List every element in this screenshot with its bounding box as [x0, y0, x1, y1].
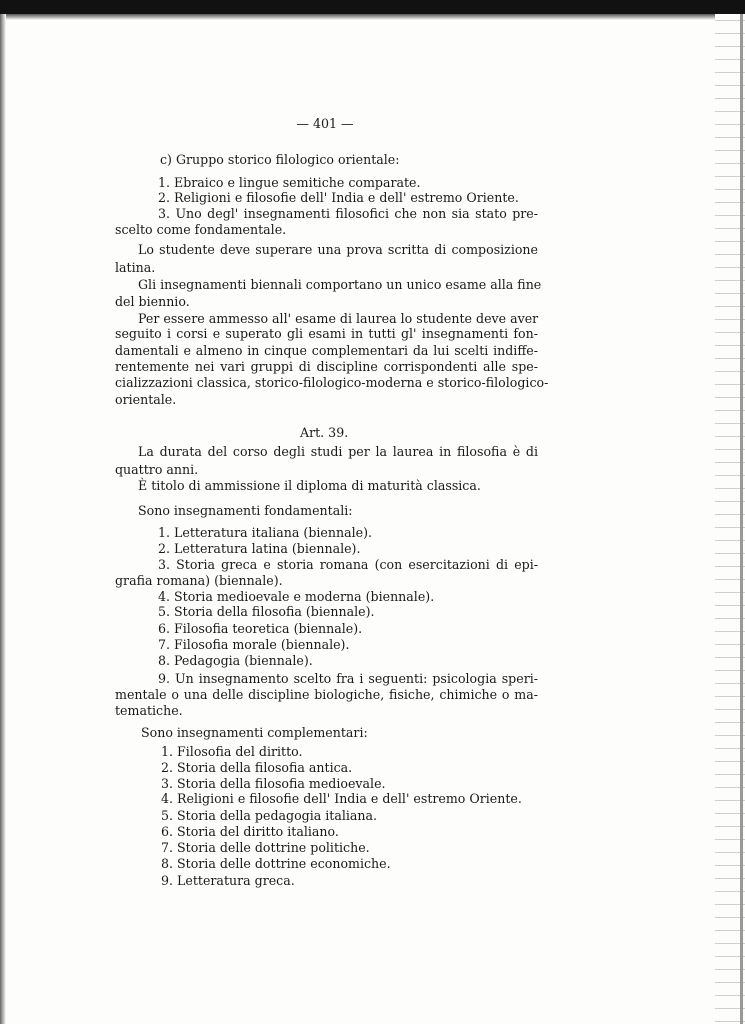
page-number: — 401 — [296, 116, 354, 131]
paragraph-line: quattro anni. [115, 462, 199, 477]
list-item: 1. Letteratura italiana (biennale). [158, 525, 373, 540]
list-heading-complementari: Sono insegnamenti complementari: [141, 725, 368, 740]
list-item: 3. Uno degl' insegnamenti filosofici che non sia stato pre- [158, 206, 538, 221]
list-item: 7. Storia delle dottrine politiche. [161, 840, 370, 855]
article-title: Art. 39. [300, 425, 349, 440]
paragraph-line: latina. [115, 260, 156, 275]
list-item: 9. Letteratura greca. [161, 873, 295, 888]
list-item-cont: grafia romana) (biennale). [115, 573, 283, 588]
paragraph-line: Lo studente deve superare una prova scritta di composizione [138, 242, 538, 257]
list-item: 5. Storia della filosofia (biennale). [158, 604, 375, 619]
scan-right-edge [715, 14, 745, 1024]
list-item: 2. Religioni e filosofie dell' India e dell' estremo Oriente. [158, 190, 519, 205]
list-item: 3. Storia greca e storia romana (con esercitazioni di epi- [158, 557, 538, 572]
list-item-cont: scelto come fondamentale. [115, 222, 287, 237]
scan-top-border [0, 0, 745, 14]
list-item: 2. Storia della filosofia antica. [161, 760, 353, 775]
list-item: 1. Ebraico e lingue semitiche comparate. [158, 175, 421, 190]
list-item-cont: tematiche. [115, 703, 183, 718]
paragraph-line: del biennio. [115, 294, 190, 309]
paragraph-line: La durata del corso degli studi per la laurea in filosofia è di [138, 444, 538, 459]
list-item: 8. Storia delle dottrine economiche. [161, 856, 391, 871]
list-item: 9. Un insegnamento scelto fra i seguenti: psicologia speri- [158, 671, 538, 686]
paragraph-line: rentemente nei vari gruppi di discipline corrispondenti alle spe- [115, 359, 538, 374]
list-item: 2. Letteratura latina (biennale). [158, 541, 361, 556]
list-heading-fondamentali: Sono insegnamenti fondamentali: [138, 503, 353, 518]
list-item: 7. Filosofia morale (biennale). [158, 637, 350, 652]
paragraph-line: cializzazioni classica, storico-filologico-moderna e storico-filologico- [115, 375, 549, 390]
list-item: 6. Filosofia teoretica (biennale). [158, 621, 363, 636]
list-item: 5. Storia della pedagogia italiana. [161, 808, 378, 823]
list-item-cont: mentale o una delle discipline biologiche, fisiche, chimiche o ma- [115, 687, 538, 702]
paragraph-line: È titolo di ammissione il diploma di maturità classica. [138, 478, 481, 493]
list-item: 8. Pedagogia (biennale). [158, 653, 313, 668]
list-item: 4. Storia medioevale e moderna (biennale). [158, 589, 435, 604]
list-item: 1. Filosofia del diritto. [161, 744, 303, 759]
paragraph-line: damentali e almeno in cinque complementari da lui scelti indiffe- [115, 343, 538, 358]
section-heading: c) Gruppo storico filologico orientale: [160, 152, 400, 167]
scan-top-shadow [0, 14, 745, 20]
paragraph-line: Per essere ammesso all' esame di laurea lo studente deve aver [138, 311, 539, 326]
list-item: 3. Storia della filosofia medioevale. [161, 776, 386, 791]
paragraph-line: Gli insegnamenti biennali comportano un unico esame alla fine [138, 277, 542, 292]
scan-left-edge [0, 14, 6, 1024]
paragraph-line: orientale. [115, 392, 177, 407]
list-item: 6. Storia del diritto italiano. [161, 824, 339, 839]
paragraph-line: seguito i corsi e superato gli esami in tutti gl' insegnamenti fon- [115, 326, 538, 341]
list-item: 4. Religioni e filosofie dell' India e dell' estremo Oriente. [161, 791, 522, 806]
